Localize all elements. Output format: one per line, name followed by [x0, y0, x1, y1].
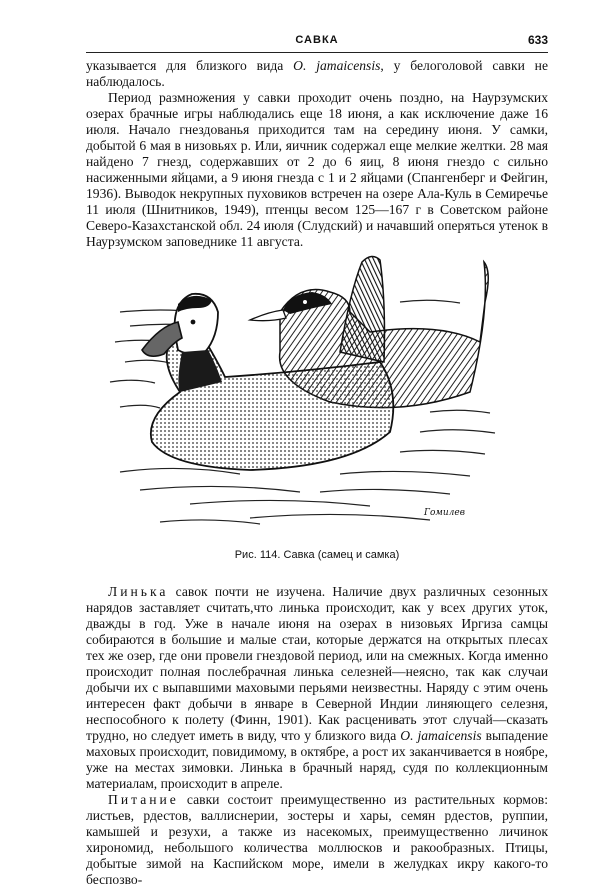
species-name: O. jamaicensis: [400, 728, 482, 743]
paragraph-feeding: [86, 792, 548, 888]
paragraph-breeding: Период размножения у савки проходит очень поздно, на Наурзумских озерах брачные игры наблюдались еще 18 июня, а как исключение даже 16 июля. Начало гнездованья приходится там на середину июня. У самки, добытой 6 мая в низовьях р. Или, яичник содержал еще мелкие желтки. 28 мая найдено 7 гнезд, содержавших от 2 до 6 яиц, 8 июня гнездо с сильно насиженными яйцами, а 9 июня гнезда с 1 и 2 яйцами (Спангенберг и Фейгин, 1936). Выводок некрупных пуховиков встречен на озере Ала-Куль в Семиречье 11 июля (Шнитников, 1949), птенцы весом 125—167 г в Советском районе Северо-Казахстанской обл. 24 июля (Слудский) и начавший оперяться утенок в Наурзумском заповеднике 11 августа.: [86, 90, 548, 249]
page-number: 633: [527, 33, 548, 47]
species-name: O. jamaicensis: [293, 58, 381, 73]
section-lead-word: Линька: [108, 584, 169, 599]
section-lead-word: Питание: [108, 792, 179, 807]
text-block-bottom: [86, 584, 548, 888]
duck-illustration: [100, 242, 500, 538]
signature-text: Гомилев: [424, 508, 465, 518]
artist-signature: [422, 504, 480, 518]
running-title: САВКА: [295, 34, 339, 46]
paragraph-moult: [86, 584, 548, 792]
paragraph-continuation: [86, 58, 548, 90]
figure-illustration: [100, 242, 500, 538]
figure-caption: Рис. 114. Савка (самец и самка): [234, 549, 400, 561]
text-block-top: [86, 58, 548, 250]
paragraph-text: савки состоит преимущественно из растительных кормов: листьев, рдестов, валлиснерии, зостеры и хары, семян рдестов, руппии, камышей и резухи, а также из насекомых, преимущественно личинок хирономид, небольшого количества моллюсков и ракообразных. Птицы, добытые зимой на Каспийском море, имели в желудках икру какого-то беспозво-: [86, 792, 548, 887]
paragraph-text: савок почти не изучена. Наличие двух различных сезонных нарядов заставляет считать,что линька происходит, как у всех других уток, дважды в год. Уже в начале июня на озерах в низовьях Иргиза самцы собираются в большие и малые стаи, которые держатся на открытых плесах тех же озер, где они провели гнездовой период, или на смежных. Когда именно происходит полная послебрачная линька селезней—неясно, так как случаи добычи их с выпавшими маховыми перьями неизвестны. Наряду с этим очень интересен факт добычи в январе в Северной Индии линяющего селезня, неспособного к полету (Финн, 1901). Как расценивать этот случай—сказать трудно, но следует иметь в виду, что у близкого вида: [86, 584, 548, 743]
paragraph-text: выпадение маховых происходит, повидимому, в октябре, а рост их заканчивается в ноябре, уже на местах зимовки. Линька в брачный наряд, судя по коллекционным материалам, происходит в апреле.: [86, 728, 548, 791]
paragraph-text: , у белоголовой савки не наблюдалось.: [86, 58, 548, 89]
paragraph-text: указывается для близкого вида: [86, 58, 294, 73]
page-header: [86, 34, 548, 53]
